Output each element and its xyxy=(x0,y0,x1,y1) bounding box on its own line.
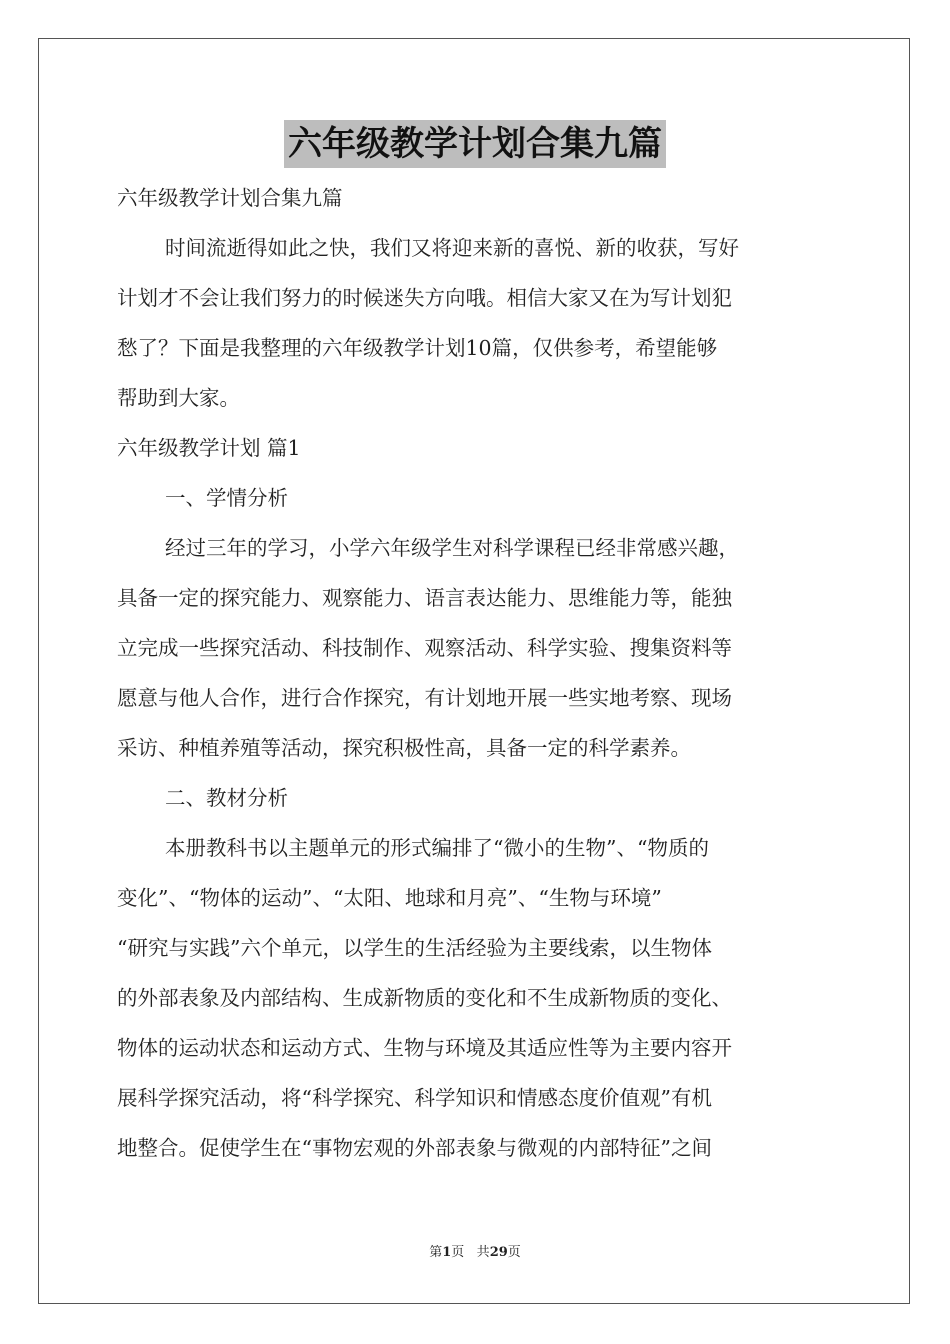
paragraph-line: 时间流逝得如此之快，我们又将迎来新的喜悦、新的收获，写好 xyxy=(165,236,739,260)
subtitle-line: 六年级教学计划合集九篇 xyxy=(117,186,343,210)
document-title: 六年级教学计划合集九篇 xyxy=(284,120,666,168)
paragraph-line: 愁了？下面是我整理的六年级教学计划10篇，仅供参考，希望能够 xyxy=(117,336,718,360)
paragraph-line: 具备一定的探究能力、观察能力、语言表达能力、思维能力等，能独 xyxy=(117,586,732,610)
paragraph-line: 立完成一些探究活动、科技制作、观察活动、科学实验、搜集资料等 xyxy=(117,636,732,660)
paragraph-line: 经过三年的学习，小学六年级学生对科学课程已经非常感兴趣， xyxy=(165,536,739,560)
total-page-count: 29 xyxy=(489,1245,508,1260)
paragraph-line: 变化”、“物体的运动”、“太阳、地球和月亮”、“生物与环境” xyxy=(117,886,662,910)
subsection-heading: 一、学情分析 xyxy=(165,486,288,510)
paragraph-line: 帮助到大家。 xyxy=(117,386,240,410)
subsection-heading: 二、教材分析 xyxy=(165,786,288,810)
page-border xyxy=(38,38,910,1304)
title-container xyxy=(0,120,950,168)
paragraph-line: 愿意与他人合作，进行合作探究，有计划地开展一些实地考察、现场 xyxy=(117,686,732,710)
page-footer xyxy=(0,1241,950,1260)
paragraph-line: 地整合。促使学生在“事物宏观的外部表象与微观的内部特征”之间 xyxy=(117,1136,712,1160)
footer-total-suffix: 页 xyxy=(507,1245,521,1260)
section-heading: 六年级教学计划 篇1 xyxy=(117,436,301,460)
paragraph-line: 本册教科书以主题单元的形式编排了“微小的生物”、“物质的 xyxy=(165,836,709,860)
paragraph-line: “研究与实践”六个单元，以学生的生活经验为主要线索，以生物体 xyxy=(117,936,712,960)
paragraph-line: 展科学探究活动，将“科学探究、科学知识和情感态度价值观”有机 xyxy=(117,1086,712,1110)
paragraph-line: 的外部表象及内部结构、生成新物质的变化和不生成新物质的变化、 xyxy=(117,986,732,1010)
current-page-number: 1 xyxy=(442,1245,452,1260)
paragraph-line: 计划才不会让我们努力的时候迷失方向哦。相信大家又在为写计划犯 xyxy=(117,286,732,310)
footer-page-suffix: 页 xyxy=(451,1245,465,1260)
footer-total-prefix: 共 xyxy=(476,1245,490,1260)
paragraph-line: 采访、种植养殖等活动，探究积极性高，具备一定的科学素养。 xyxy=(117,736,691,760)
paragraph-line: 物体的运动状态和运动方式、生物与环境及其适应性等为主要内容开 xyxy=(117,1036,732,1060)
footer-prefix: 第 xyxy=(429,1245,443,1260)
